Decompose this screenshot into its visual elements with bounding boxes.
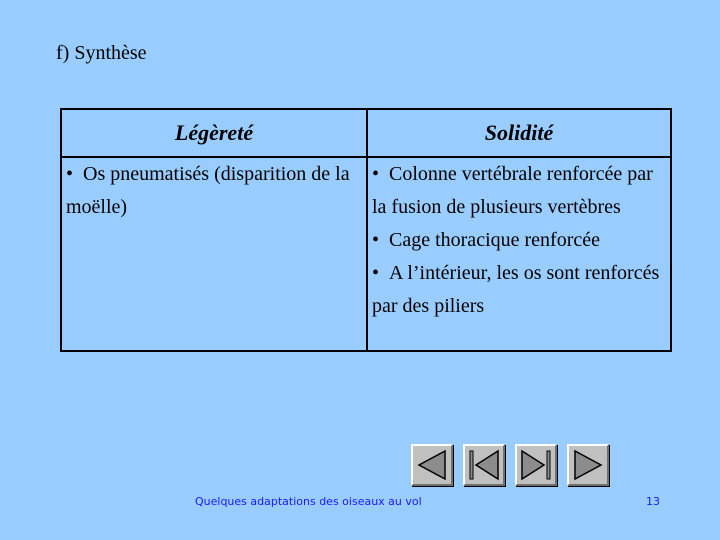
list-item-text: Cage thoracique renforcée bbox=[389, 229, 600, 251]
lightness-cell bbox=[66, 158, 362, 224]
bullet: • bbox=[372, 262, 380, 284]
slide-navigation bbox=[411, 444, 609, 486]
last-slide-button[interactable] bbox=[515, 444, 557, 486]
next-slide-button[interactable] bbox=[567, 444, 609, 486]
first-slide-button[interactable] bbox=[463, 444, 505, 486]
solidity-cell bbox=[372, 158, 668, 323]
page-number: 13 bbox=[646, 495, 660, 508]
list-item-text: Os pneumatisés (disparition de la moëlle) bbox=[66, 163, 350, 218]
list-item-text: Colonne vertébrale renforcée par la fusion de plusieurs vertèbres bbox=[372, 163, 653, 218]
list-item bbox=[66, 158, 362, 224]
bullet: • bbox=[372, 163, 380, 185]
list-item-text: A l’intérieur, les os sont renforcés par des piliers bbox=[372, 262, 660, 317]
section-title: f) Synthèse bbox=[56, 42, 147, 64]
footer-title: Quelques adaptations des oiseaux au vol bbox=[195, 495, 422, 508]
header-solidity: Solidité bbox=[484, 120, 554, 145]
previous-slide-button[interactable] bbox=[411, 444, 453, 486]
synthesis-table bbox=[60, 108, 672, 352]
bullet: • bbox=[66, 163, 74, 185]
bullet: • bbox=[372, 229, 380, 251]
next-icon bbox=[571, 448, 605, 482]
header-lightness: Légèreté bbox=[174, 120, 254, 145]
list-item bbox=[372, 257, 668, 323]
list-item bbox=[372, 224, 668, 257]
list-item bbox=[372, 158, 668, 224]
first-icon bbox=[467, 448, 501, 482]
previous-icon bbox=[415, 448, 449, 482]
last-icon bbox=[519, 448, 553, 482]
